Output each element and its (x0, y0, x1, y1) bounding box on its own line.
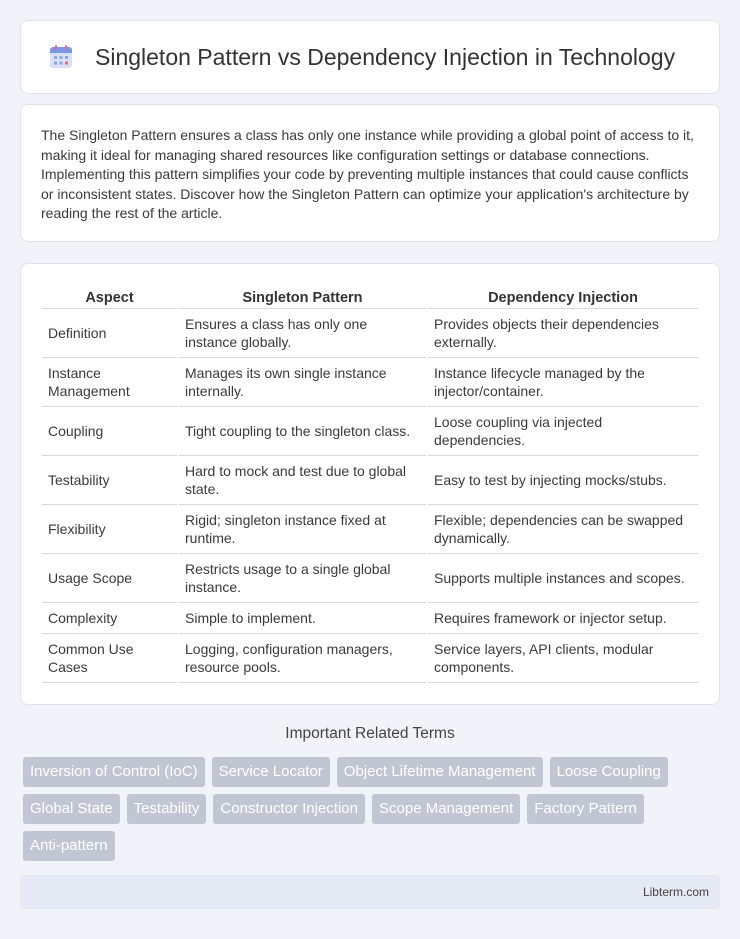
related-term-tag[interactable]: Object Lifetime Management (337, 757, 543, 787)
intro-card (20, 104, 720, 242)
table-cell-di: Provides objects their dependencies externally. (428, 309, 698, 358)
table-cell-singleton: Tight coupling to the singleton class. (179, 407, 426, 456)
related-term-tag[interactable]: Testability (127, 794, 207, 824)
table-row (42, 309, 698, 358)
table-cell-di: Flexible; dependencies can be swapped dynamically. (428, 505, 698, 554)
calendar-icon (47, 43, 75, 71)
table-cell-aspect: Common Use Cases (42, 634, 177, 683)
related-terms-list (23, 757, 723, 861)
related-term-tag[interactable]: Constructor Injection (213, 794, 365, 824)
related-term-tag[interactable]: Global State (23, 794, 120, 824)
table-cell-di: Supports multiple instances and scopes. (428, 554, 698, 603)
comparison-card (20, 263, 720, 705)
table-cell-di: Instance lifecycle managed by the injector/container. (428, 358, 698, 407)
table-cell-aspect: Coupling (42, 407, 177, 456)
table-cell-di: Loose coupling via injected dependencies. (428, 407, 698, 456)
comparison-table (40, 284, 700, 683)
table-row (42, 456, 698, 505)
related-term-tag[interactable]: Anti-pattern (23, 831, 115, 861)
related-term-tag[interactable]: Loose Coupling (550, 757, 668, 787)
related-term-tag[interactable]: Inversion of Control (IoC) (23, 757, 205, 787)
table-cell-aspect: Definition (42, 309, 177, 358)
table-cell-di: Requires framework or injector setup. (428, 603, 698, 634)
column-header-aspect: Aspect (42, 284, 177, 309)
footer (20, 875, 720, 909)
table-cell-aspect: Testability (42, 456, 177, 505)
table-row (42, 407, 698, 456)
table-cell-aspect: Usage Scope (42, 554, 177, 603)
related-terms-heading: Important Related Terms (285, 725, 455, 742)
table-cell-di: Easy to test by injecting mocks/stubs. (428, 456, 698, 505)
table-cell-singleton: Logging, configuration managers, resource pools. (179, 634, 426, 683)
related-term-tag[interactable]: Scope Management (372, 794, 520, 824)
footer-site-link[interactable]: Libterm.com (642, 885, 709, 899)
header-card (20, 20, 720, 94)
table-row (42, 505, 698, 554)
table-cell-singleton: Ensures a class has only one instance globally. (179, 309, 426, 358)
page-title: Singleton Pattern vs Dependency Injection in Technology (95, 43, 676, 70)
table-row (42, 358, 698, 407)
table-cell-singleton: Simple to implement. (179, 603, 426, 634)
table-cell-di: Service layers, API clients, modular components. (428, 634, 698, 683)
table-cell-singleton: Rigid; singleton instance fixed at runtime. (179, 505, 426, 554)
intro-text: The Singleton Pattern ensures a class has only one instance while providing a global point of access to it, making it ideal for managing shared resources like configuration settings or database connections. Implementing this pattern simplifies your code by preventing multiple instances that could cause conflicts or inconsistent states. Discover how the Singleton Pattern can optimize your application's architecture by reading the rest of the article. (41, 127, 694, 222)
related-term-tag[interactable]: Factory Pattern (527, 794, 644, 824)
table-cell-singleton: Hard to mock and test due to global state. (179, 456, 426, 505)
table-cell-aspect: Flexibility (42, 505, 177, 554)
table-cell-aspect: Complexity (42, 603, 177, 634)
related-term-tag[interactable]: Service Locator (212, 757, 330, 787)
column-header-di: Dependency Injection (428, 284, 698, 309)
table-cell-singleton: Restricts usage to a single global instance. (179, 554, 426, 603)
table-cell-singleton: Manages its own single instance internally. (179, 358, 426, 407)
table-cell-aspect: Instance Management (42, 358, 177, 407)
table-row (42, 554, 698, 603)
column-header-singleton: Singleton Pattern (179, 284, 426, 309)
table-row (42, 603, 698, 634)
table-header-row (42, 284, 698, 309)
table-row (42, 634, 698, 683)
